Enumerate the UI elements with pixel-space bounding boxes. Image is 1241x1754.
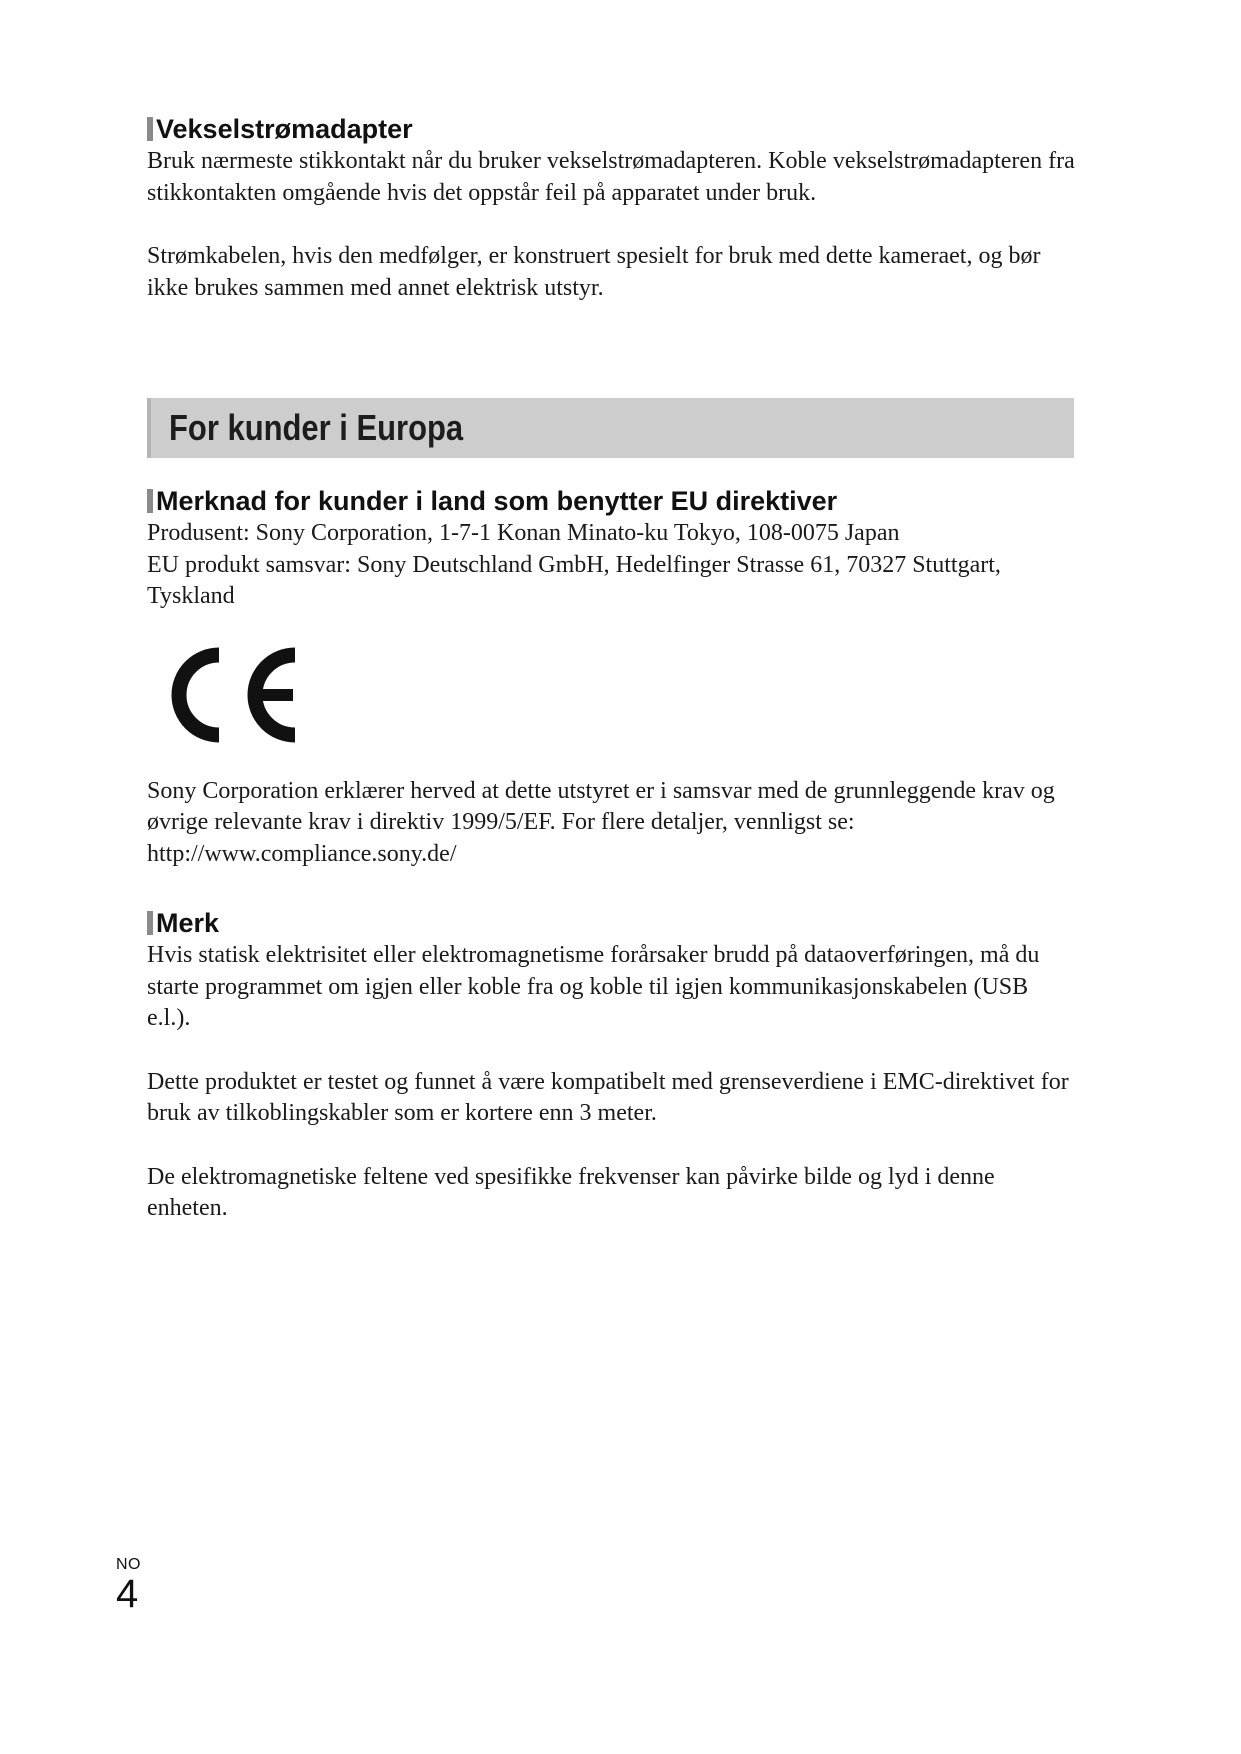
eu-compliance-line: EU produkt samsvar: Sony Deutschland GmbH, Hedelfinger Strasse 61, 70327 Stuttgart, Tyskland	[147, 551, 1001, 609]
note-paragraph-2: Dette produktet er testet og funnet å være kompatibelt med grenseverdiene i EMC-direktivet for bruk av tilkoblingskabler som er kortere enn 3 meter.	[147, 1068, 1069, 1126]
adapter-section	[147, 112, 1077, 304]
ce-mark-icon	[157, 641, 307, 749]
note-paragraph-3: De elektromagnetiske feltene ved spesifikke frekvenser kan påvirke bilde og lyd i denne enheten.	[147, 1163, 995, 1221]
eu-notice-block	[147, 484, 1077, 1225]
note-heading-text: Merk	[156, 908, 220, 938]
note-paragraph-1: Hvis statisk elektrisitet eller elektromagnetisme forårsaker brudd på dataoverføringen, må du starte programmet om igjen eller koble fra og koble til igjen kommunikasjonskabelen (USB e.l.).	[147, 942, 1040, 1031]
europe-section-title: For kunder i Europa	[169, 407, 464, 448]
heading-marker	[147, 117, 153, 141]
heading-marker	[147, 911, 153, 935]
compliance-url: http://www.compliance.sony.de/	[147, 840, 457, 867]
declaration-text: Sony Corporation erklærer herved at dette utstyret er i samsvar med de grunnleggende krav og øvrige relevante krav i direktiv 1999/5/EF. For flere detaljer, vennligst se:	[147, 777, 1055, 835]
adapter-heading	[147, 112, 1077, 146]
eu-heading-text: Merknad for kunder i land som benytter EU direktiver	[156, 486, 838, 516]
note-heading	[147, 906, 1077, 940]
europe-section-band	[147, 398, 1074, 458]
page-number-block	[116, 1556, 141, 1614]
manufacturer-line: Produsent: Sony Corporation, 1-7-1 Konan Minato-ku Tokyo, 108-0075 Japan	[147, 520, 900, 546]
adapter-paragraph-1: Bruk nærmeste stikkontakt når du bruker vekselstrømadapteren. Koble vekselstrømadapteren fra stikkontakten omgående hvis det oppstår feil på apparatet under bruk.	[147, 148, 1075, 206]
heading-marker	[147, 489, 153, 513]
language-code: NO	[116, 1556, 141, 1573]
adapter-heading-text: Vekselstrømadapter	[156, 114, 413, 144]
page-number: 4	[116, 1572, 139, 1616]
adapter-paragraph-2: Strømkabelen, hvis den medfølger, er konstruert spesielt for bruk med dette kameraet, og bør ikke brukes sammen med annet elektrisk utstyr.	[147, 243, 1041, 301]
eu-heading	[147, 484, 1077, 518]
